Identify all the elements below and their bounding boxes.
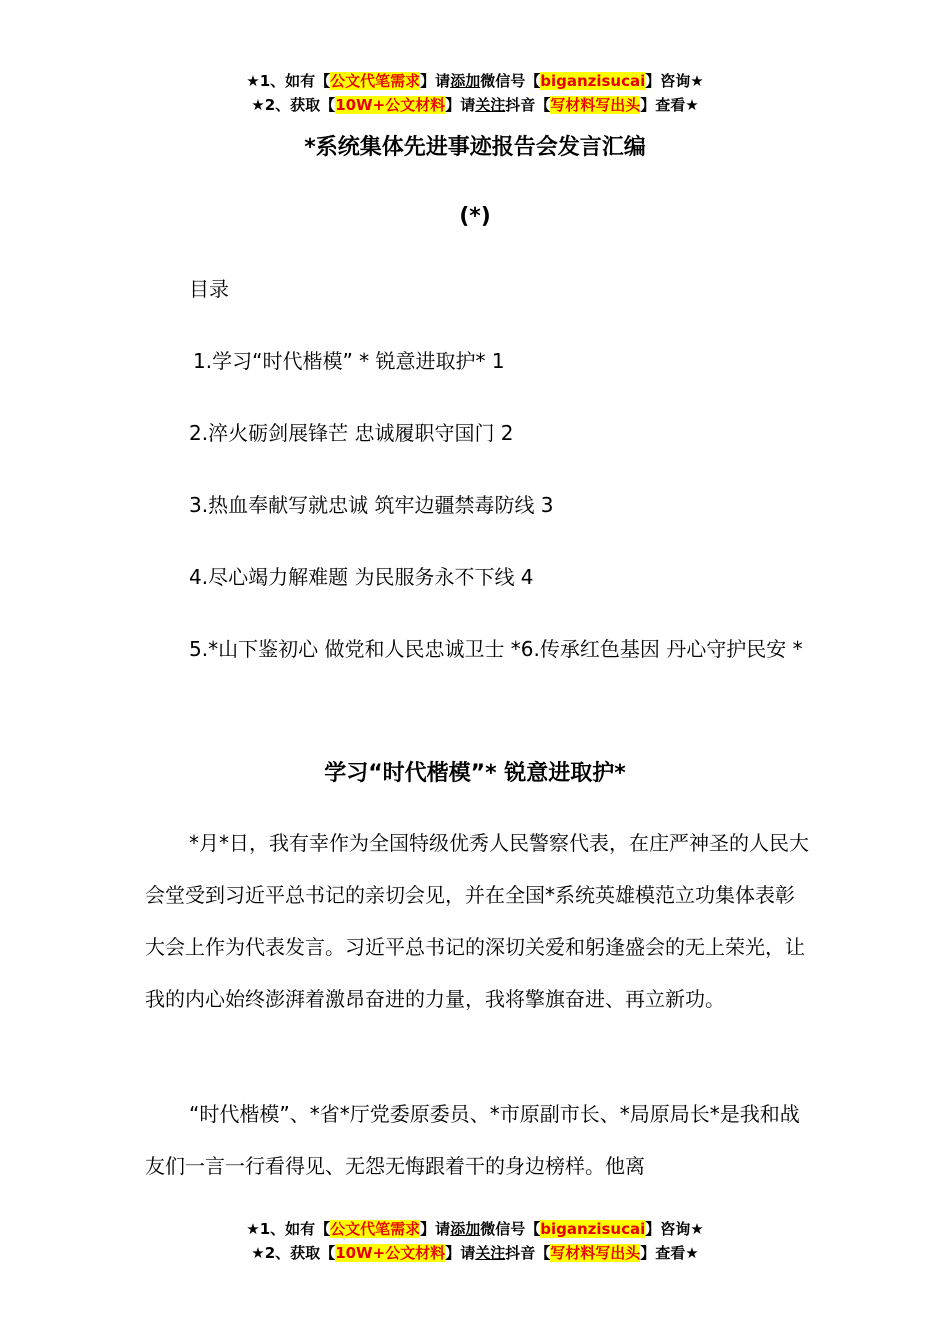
highlight-text: 10W+公文材料 [335, 1244, 446, 1262]
body-paragraph: “时代楷模”、*省*厅党委原委员、*市原副市长、*局原局长*是我和战友们一言一行看得见、无怨无悔跟着干的身边榜样。他离 [145, 1102, 800, 1178]
highlight-text: 10W+公文材料 [335, 96, 446, 114]
banner-text: 抖音【 [505, 96, 551, 114]
banner-text: 】查看★ [640, 96, 699, 114]
banner-text: 】请 [445, 96, 476, 114]
banner-text: 】咨询★ [645, 72, 704, 90]
banner-text: 】查看★ [640, 1244, 699, 1262]
douyin-account: 写材料写出头 [550, 1244, 641, 1262]
highlight-text: 公文代笔需求 [330, 1220, 421, 1238]
wechat-id: biganzisucai [540, 72, 646, 90]
document-subtitle: (*) [459, 204, 491, 229]
underlined-text: 添加 [450, 72, 481, 90]
banner-line-2 [0, 93, 950, 117]
wechat-id: biganzisucai [540, 1220, 646, 1238]
underlined-text: 关注 [475, 1244, 506, 1262]
section-heading: 学习“时代楷模”* 锐意进取护* [324, 761, 626, 786]
underlined-text: 关注 [475, 96, 506, 114]
toc-item: 3.热血奉献写就忠诚 筑牢边疆禁毒防线 3 [189, 493, 554, 517]
banner-text: 】咨询★ [645, 1220, 704, 1238]
banner-text: 】请 [420, 1220, 451, 1238]
banner-text: 微信号【 [480, 1220, 541, 1238]
banner-text: ★1、如有【 [246, 1220, 331, 1238]
underlined-text: 添加 [450, 1220, 481, 1238]
toc-item: 2.淬火砺剑展锋芒 忠诚履职守国门 2 [189, 421, 514, 445]
banner-line-1 [0, 69, 950, 93]
toc-heading: 目录 [189, 277, 229, 301]
highlight-text: 公文代笔需求 [330, 72, 421, 90]
toc-item: 4.尽心竭力解难题 为民服务永不下线 4 [189, 565, 534, 589]
banner-text: ★2、获取【 [251, 96, 336, 114]
banner-text: 微信号【 [480, 72, 541, 90]
banner-line-2 [0, 1241, 950, 1265]
body-paragraph: *月*日，我有幸作为全国特级优秀人民警察代表，在庄严神圣的人民大会堂受到习近平总书记的亲切会见，并在全国*系统英雄模范立功集体表彰大会上作为代表发言。习近平总书记的深切关爱和躬逢盛会的无上荣光，让我的内心始终澎湃着激昂奋进的力量，我将擎旗奋进、再立新功。 [145, 831, 809, 1011]
banner-text: 】请 [420, 72, 451, 90]
promo-banner-top [0, 69, 950, 117]
toc-item: 5.*山下鉴初心 做党和人民忠诚卫士 *6.传承红色基因 丹心守护民安 * [189, 637, 803, 661]
promo-banner-bottom [0, 1217, 950, 1265]
toc-item: 1.学习“时代楷模” * 锐意进取护* 1 [193, 349, 505, 373]
banner-text: ★1、如有【 [246, 72, 331, 90]
banner-text: 】请 [445, 1244, 476, 1262]
document-title: *系统集体先进事迹报告会发言汇编 [304, 135, 646, 160]
banner-text: 抖音【 [505, 1244, 551, 1262]
douyin-account: 写材料写出头 [550, 96, 641, 114]
banner-text: ★2、获取【 [251, 1244, 336, 1262]
banner-line-1 [0, 1217, 950, 1241]
